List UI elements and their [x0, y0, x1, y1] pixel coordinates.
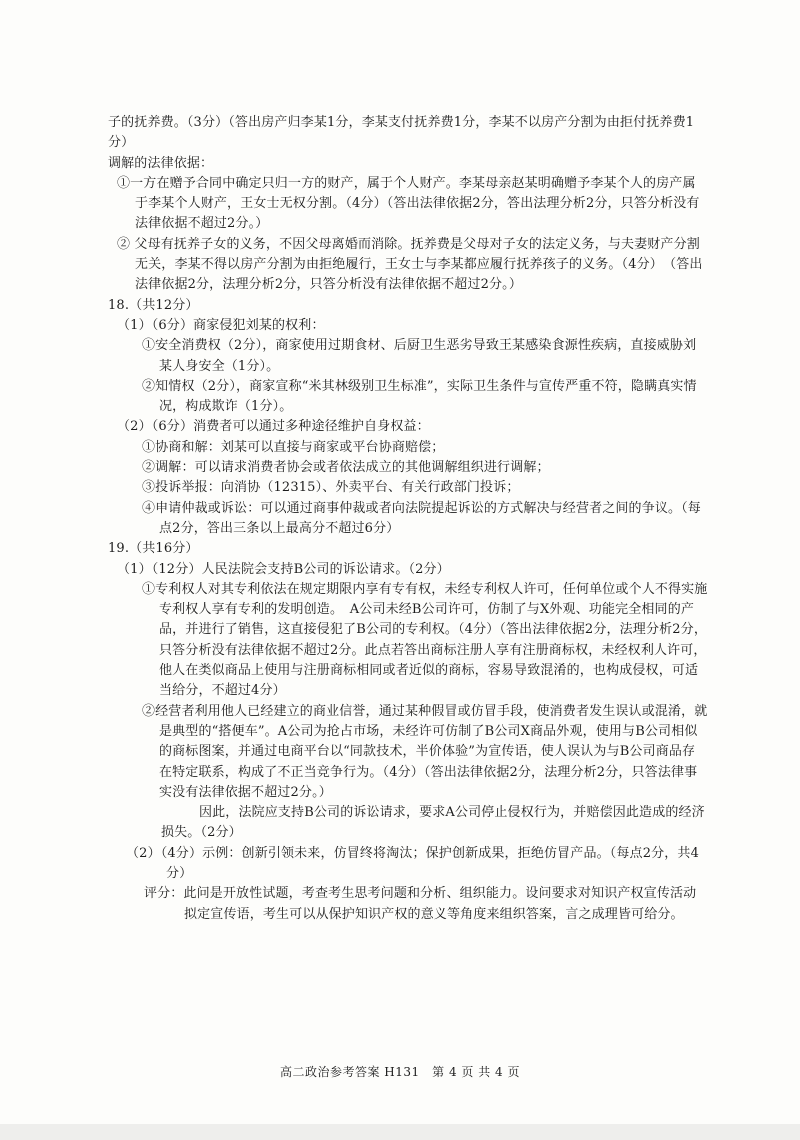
question-heading: 18.（共12分）	[108, 297, 199, 313]
sub-question: （1）（6分）商家侵犯刘某的权利：	[117, 317, 325, 333]
list-item: ①安全消费权（2分），商家使用过期食材、后厨卫生恶劣导致王某感染食源性疾病，直接威胁刘某人身安全（1分）。	[142, 338, 697, 374]
sub-question: （1）（12分）人民法院会支持B公司的诉讼请求。（2分）	[117, 561, 450, 577]
list-item: ①专利权人对其专利依法在规定期限内享有专有权，未经专利权人许可，任何单位或个人不得实施专利权人享有专利的发明创造。 A公司未经B公司许可，仿制了与X外观、功能完全相同的产品，并进行了销售，这直接侵犯了B公司的专利权。（4分）（答出法律依据2分，法理分析2分，只答分析没有法律依据不超过2分。此点若答出商标注册人享有注册商标权，未经权利人许可，他人在类似商品上使用与注册商标相同或者近似的商标，容易导致混淆的，也构成侵权，可适当给分，不超过4分）	[142, 581, 708, 699]
list-item: ③投诉举报：向消协（12315）、外卖平台、有关行政部门投诉；	[142, 480, 520, 496]
scoring-note: 评分：此问是开放性试题，考查考生思考问题和分析、组织能力。设问要求对知识产权宣传活动拟定宣传语，考生可以从保护知识产权的意义等角度来组织答案，言之成理皆可给分。	[144, 886, 697, 922]
list-item: ④申请仲裁或诉讼：可以通过商事仲裁或者向法院提起诉讼的方式解决与经营者之间的争议。（每点2分，答出三条以上最高分不超过6分）	[142, 500, 701, 536]
answer-content	[108, 113, 708, 925]
list-item: ②调解：可以请求消费者协会或者依法成立的其他调解组织进行调解；	[142, 460, 550, 476]
scan-edge	[0, 1124, 800, 1140]
list-item: ①协商和解：刘某可以直接与商家或平台协商赔偿；	[142, 439, 445, 455]
list-item: ②知情权（2分），商家宣称“米其林级别卫生标准”，实际卫生条件与宣传严重不符，隐瞒真实情况，构成欺诈（1分）。	[142, 378, 697, 415]
page-footer: 高二政治参考答案 H131 第 4 页 共 4 页	[279, 1065, 521, 1079]
conclusion-paragraph: 因此，法院应支持B公司的诉讼请求，要求A公司停止侵权行为，并赔偿因此造成的经济损失。（2分）	[161, 805, 705, 841]
list-item: ①一方在赠予合同中确定只归一方的财产，属于个人财产。李某母亲赵某明确赠予李某个人的房产属于李某个人财产，王女士无权分割。（4分）（答出法律依据2分，答出法理分析2分，只答分析没有法律依据不超过2分。）	[117, 175, 700, 232]
question-heading: 19.（共16分）	[108, 541, 199, 557]
sub-question: （2）（4分）示例：创新引领未来，仿冒终将淘汰；保护创新成果，拒绝仿冒产品。（每点2分，共4分）	[126, 845, 699, 881]
section-heading: 调解的法律依据：	[108, 155, 214, 171]
list-item: ② 父母有抚养子女的义务，不因父母离婚而消除。抚养费是父母对子女的法定义务，与夫妻财产分割无关，李某不得以房产分割为由拒绝履行，王女士与李某都应履行抚养孩子的义务。（4分） （答出法律依据2分，法理分析2分，只答分析没有法律依据不超过2分。）	[117, 236, 703, 293]
sub-question: （2）（6分）消费者可以通过多种途径维护自身权益：	[117, 419, 430, 435]
text-line: 子的抚养费。（3分）（答出房产归李某1分，李某支付抚养费1分，李某不以房产分割为由拒付抚养费1分）	[108, 115, 695, 151]
list-item: ②经营者利用他人已经建立的商业信誉，通过某种假冒或仿冒手段，使消费者发生误认或混淆，就是典型的“搭便车”。A公司为抢占市场，未经许可仿制了B公司X商品外观，使用与B公司相似的商标图案，并通过电商平台以“同款技术，半价体验”为宣传语，使人误认为与B公司商品存在特定联系，构成了不正当竞争行为。（4分）（答出法律依据2分，法理分析2分，只答法律事实没有法律依据不超过2分。）	[142, 703, 708, 800]
